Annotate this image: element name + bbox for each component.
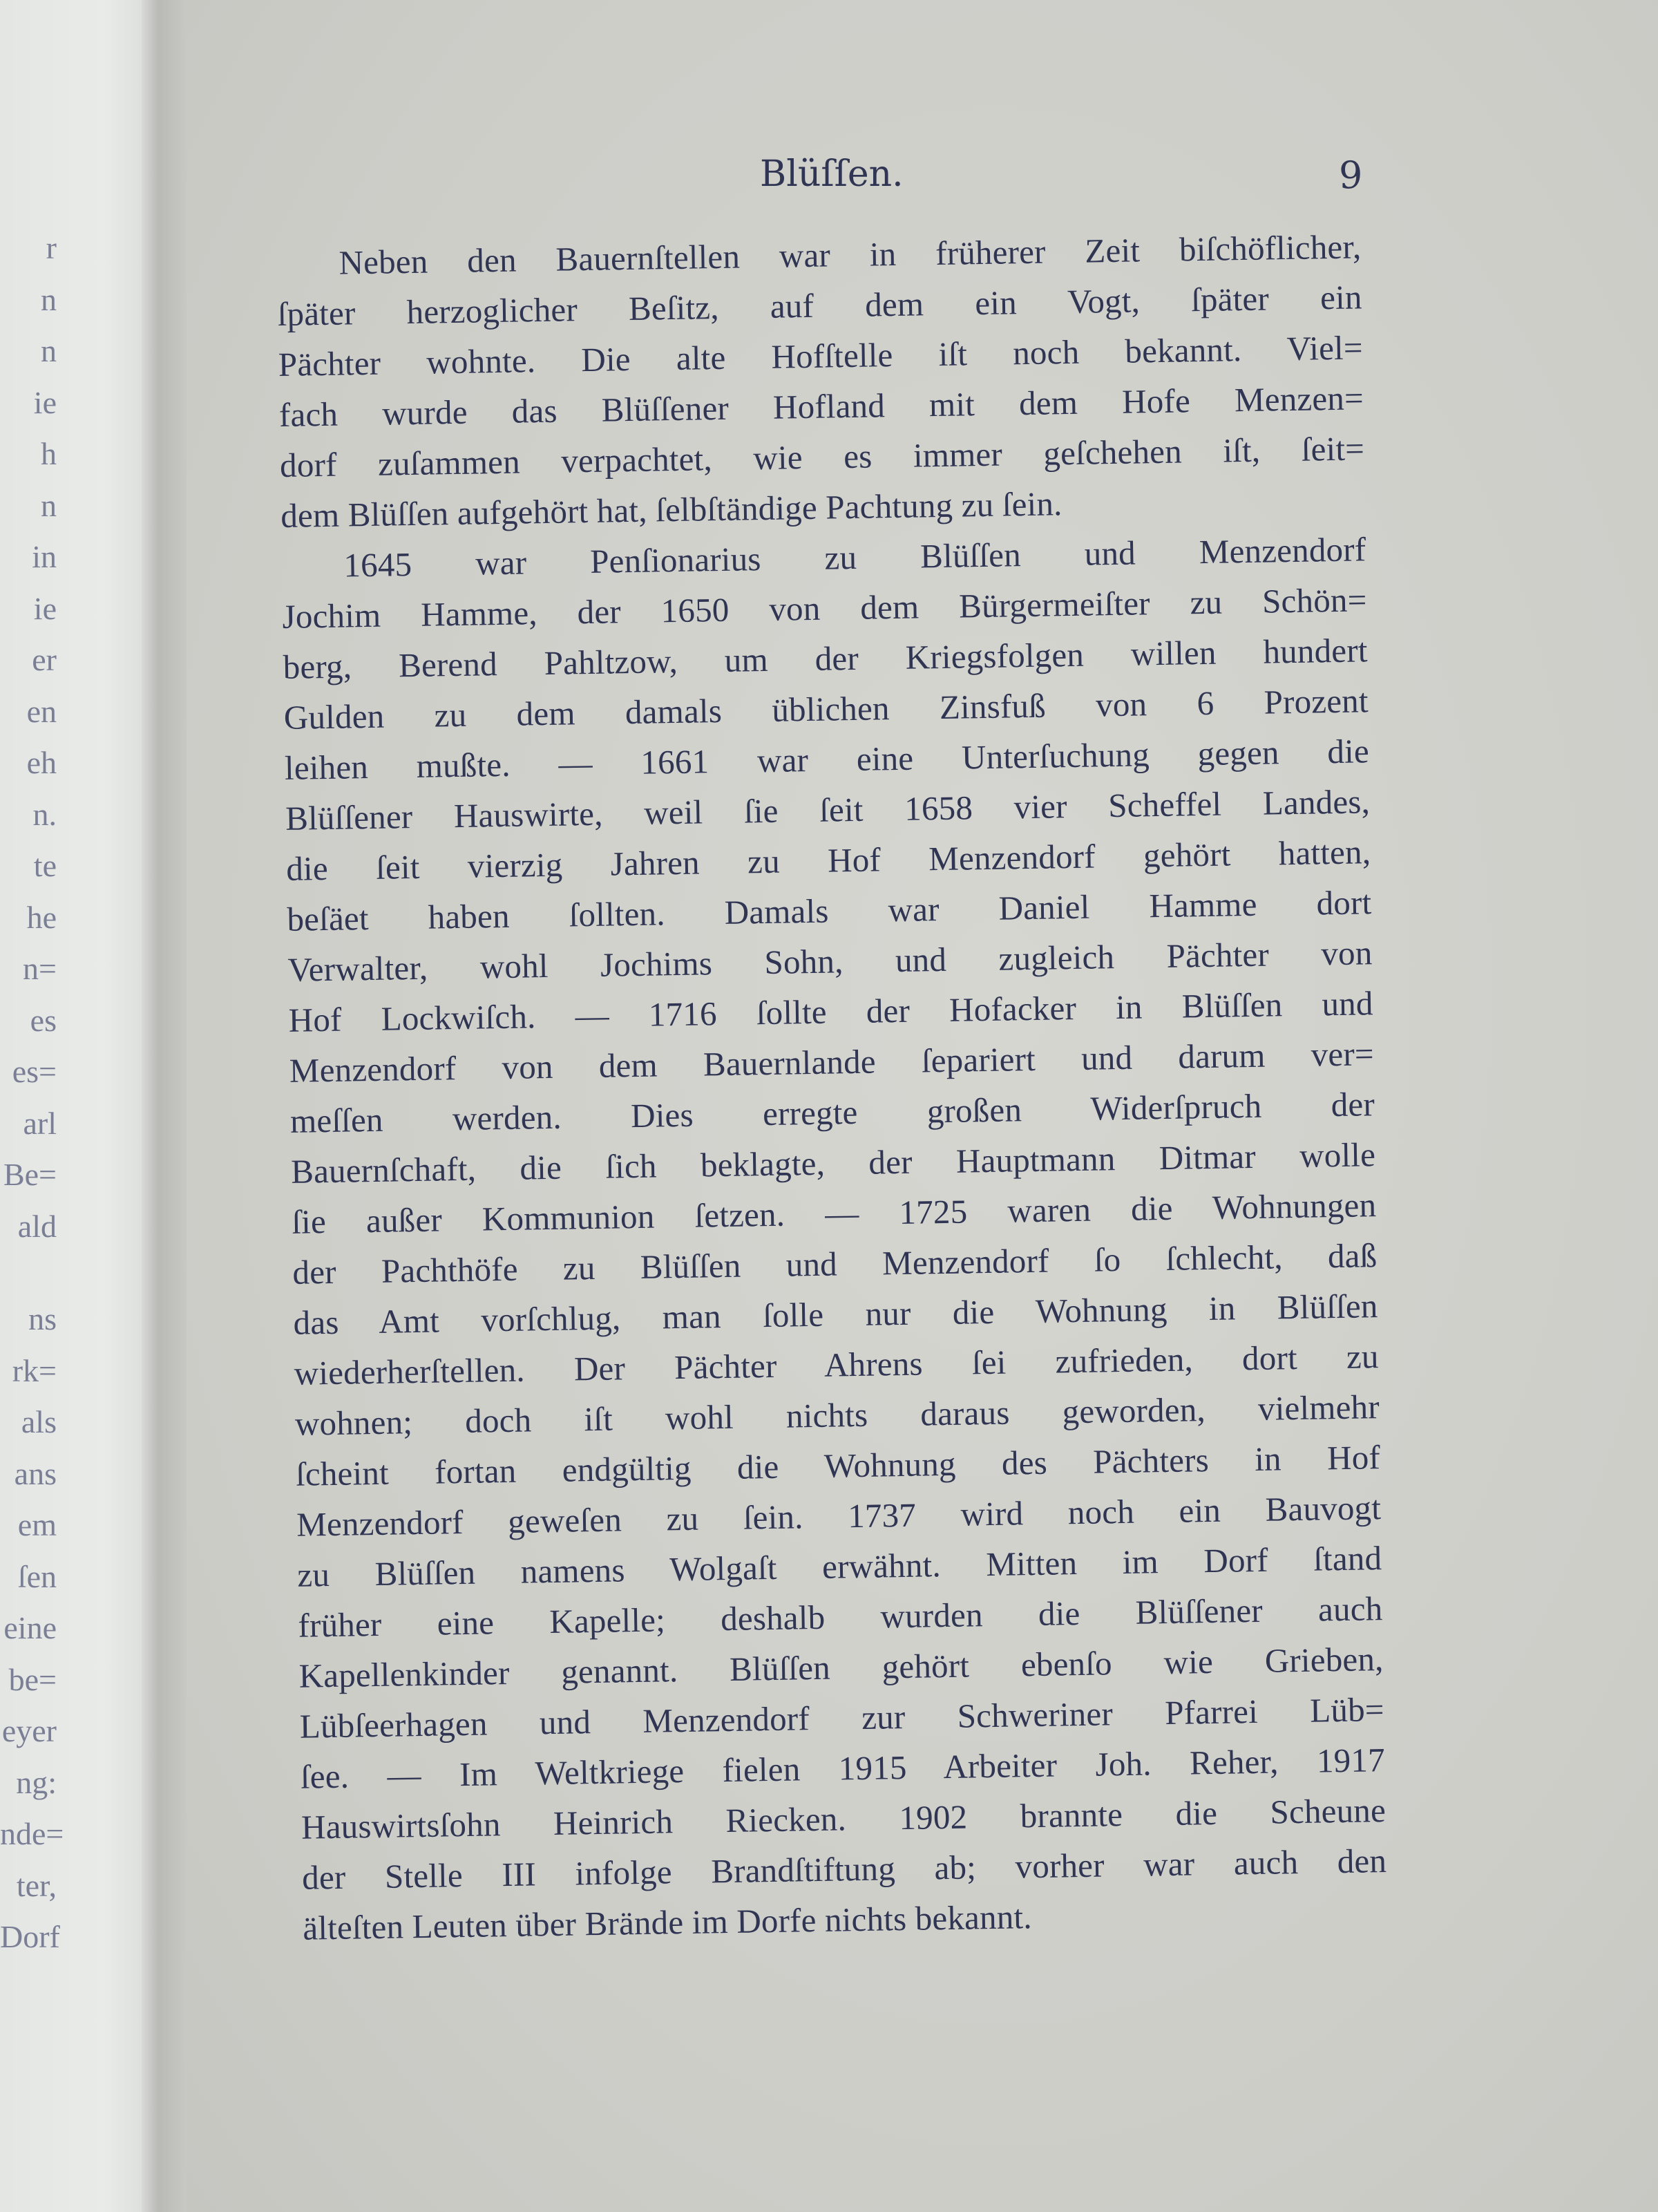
fragment-line: be= bbox=[8, 1661, 57, 1697]
page-header bbox=[0, 153, 1658, 202]
fragment-line: ns bbox=[28, 1301, 57, 1336]
text-line: berg, Berend Pahltzow, um der Kriegsfolgen willen hundert bbox=[283, 631, 1368, 686]
text-line: fach wurde das Blüſſener Hofland mit dem Hofe Menzen= bbox=[278, 379, 1364, 434]
text-line: Jochim Hamme, der 1650 von dem Bürgermeiſter zu Schön= bbox=[282, 580, 1367, 636]
text-line: ſee. — Im Weltkriege fielen 1915 Arbeiter Joh. Reher, 1917 bbox=[300, 1741, 1386, 1796]
text-line: Hof Lockwiſch. — 1716 ſollte der Hofacker in Blüſſen und bbox=[288, 984, 1374, 1039]
fragment-line: eyer bbox=[1, 1713, 57, 1748]
fragment-line: n bbox=[41, 281, 57, 317]
text-line: Menzendorf geweſen zu ſein. 1737 wird noch ein Bauvogt bbox=[296, 1488, 1382, 1544]
fragment-line: n bbox=[41, 487, 57, 523]
text-line: ſie außer Kommunion ſetzen. — 1725 waren die Wohnungen bbox=[291, 1186, 1377, 1241]
running-title: Blüſſen. bbox=[760, 153, 904, 195]
text-line: der Pachthöfe zu Blüſſen und Menzendorf ſo ſchlecht, daß bbox=[292, 1236, 1378, 1292]
text-line: beſäet haben ſollten. Damals war Daniel Hamme dort bbox=[287, 883, 1372, 938]
fragment-line: ng: bbox=[16, 1764, 57, 1800]
fragment-line: als bbox=[21, 1404, 57, 1439]
text-line: Pächter wohnte. Die alte Hofſtelle iſt noch bekannt. Viel= bbox=[278, 328, 1364, 384]
text-line: Blüſſener Hauswirte, weil ſie ſeit 1658 vier Scheffel Landes, bbox=[285, 782, 1371, 838]
text-line: Neben den Bauernſtellen war in früherer Zeit biſchöflicher, bbox=[339, 227, 1362, 282]
fragment-line: nde= bbox=[0, 1816, 64, 1851]
text-line: wiederherſtellen. Der Pächter Ahrens ſei zufrieden, dort zu bbox=[294, 1337, 1380, 1392]
text-line: Hauswirtsſohn Heinrich Riecken. 1902 brannte die Scheune bbox=[301, 1791, 1387, 1846]
text-line: die ſeit vierzig Jahren zu Hof Menzendorf gehört hatten, bbox=[285, 833, 1371, 888]
fragment-line: ie bbox=[33, 384, 57, 420]
fragment-line: es bbox=[30, 1002, 57, 1038]
fragment-line: ter, bbox=[16, 1867, 57, 1903]
text-line: Verwalter, wohl Jochims Sohn, und zugleich Pächter von bbox=[287, 934, 1373, 989]
fragment-line: n bbox=[41, 333, 57, 368]
text-line: früher eine Kapelle; deshalb wurden die Blüſſener auch bbox=[298, 1589, 1383, 1645]
text-line: ſpäter herzoglicher Beſitz, auf dem ein Vogt, ſpäter ein bbox=[277, 278, 1362, 333]
fragment-gap bbox=[0, 1252, 76, 1294]
fragment-line: arl bbox=[23, 1105, 57, 1141]
previous-page-text-fragments bbox=[0, 223, 76, 1963]
fragment-line: ans bbox=[14, 1455, 57, 1491]
fragment-line: em bbox=[17, 1507, 57, 1542]
fragment-line: rk= bbox=[12, 1352, 57, 1388]
text-line: der Stelle III infolge Brandſtiftung ab; vorher war auch den bbox=[301, 1842, 1387, 1897]
page-number: 9 bbox=[1339, 153, 1363, 197]
fragment-line: ald bbox=[17, 1208, 57, 1244]
text-line: älteſten Leuten über Brände im Dorfe nichts bekannt. bbox=[302, 1898, 1033, 1947]
fragment-line: ſen bbox=[17, 1558, 57, 1594]
text-line: ſcheint fortan endgültig die Wohnung des Pächters in Hof bbox=[295, 1438, 1381, 1493]
text-line: leihen mußte. — 1661 war eine Unterſuchung gegen die bbox=[284, 732, 1370, 787]
fragment-line: h bbox=[41, 436, 57, 471]
fragment-line: r bbox=[46, 230, 57, 265]
fragment-line: ie bbox=[33, 590, 57, 626]
fragment-line: n= bbox=[23, 951, 57, 986]
text-line: Kapellenkinder genannt. Blüſſen gehört ebenſo wie Grieben, bbox=[298, 1640, 1384, 1695]
text-line: dorf zuſammen verpachtet, wie es immer geſchehen iſt, ſeit= bbox=[279, 429, 1365, 484]
body-text bbox=[276, 221, 1388, 1953]
fragment-line: es= bbox=[12, 1054, 57, 1089]
text-line: zu Blüſſen namens Wolgaſt erwähnt. Mitten im Dorf ſtand bbox=[296, 1539, 1382, 1594]
text-line: 1645 war Penſionarius zu Blüſſen und Menzendorf bbox=[343, 530, 1366, 585]
fragment-line: in bbox=[32, 539, 57, 574]
text-line: dem Blüſſen aufgehört hat, ſelbſtändige Pachtung zu ſein. bbox=[280, 484, 1063, 535]
fragment-line: eh bbox=[26, 745, 57, 780]
fragment-line: Dorf bbox=[0, 1919, 60, 1954]
text-line: Bauernſchaft, die ſich beklagte, der Hauptmann Ditmar wolle bbox=[290, 1135, 1376, 1191]
text-line: wohnen; doch iſt wohl nichts daraus geworden, vielmehr bbox=[294, 1388, 1380, 1443]
text-line: Gulden zu dem damals üblichen Zinsfuß von 6 Prozent bbox=[283, 681, 1369, 737]
text-line: Lübſeerhagen und Menzendorf zur Schweriner Pfarrei Lüb= bbox=[299, 1690, 1385, 1746]
fragment-line: he bbox=[26, 899, 57, 935]
fragment-line: eine bbox=[3, 1610, 57, 1645]
book-gutter bbox=[142, 0, 190, 2212]
text-line: Menzendorf von dem Bauernlande ſepariert und darum ver= bbox=[289, 1034, 1375, 1090]
fragment-line: er bbox=[32, 642, 57, 677]
fragment-line: en bbox=[26, 693, 57, 729]
fragment-line: te bbox=[33, 848, 57, 883]
fragment-line: Be= bbox=[3, 1157, 57, 1192]
text-line: meſſen werden. Dies erregte großen Widerſpruch der bbox=[289, 1085, 1375, 1140]
text-line: das Amt vorſchlug, man ſolle nur die Wohnung in Blüſſen bbox=[293, 1287, 1378, 1342]
fragment-line: n. bbox=[32, 796, 57, 832]
